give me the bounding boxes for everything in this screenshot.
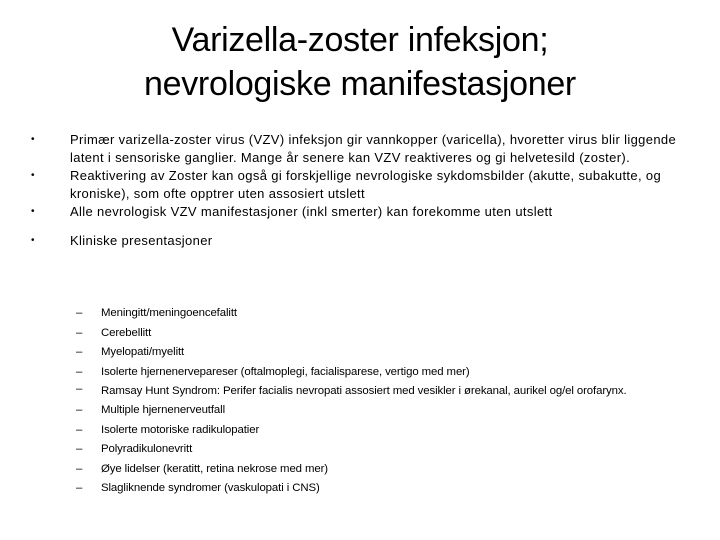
sub-item-text: Isolerte hjernenervepareser (oftalmoplegi, facialisparese, vertigo med mer) <box>101 365 470 378</box>
bullet-item <box>28 203 708 221</box>
sub-item <box>76 479 676 499</box>
sub-item <box>76 421 676 441</box>
sub-item-text: Cerebellitt <box>101 326 152 339</box>
bullet-icon: • <box>31 170 35 181</box>
sub-item-text: Multiple hjernenerveutfall <box>101 404 226 416</box>
sub-item <box>76 304 676 324</box>
sub-list <box>76 304 676 499</box>
sub-item <box>76 440 676 460</box>
bullet-icon: • <box>31 206 35 217</box>
sub-item <box>76 324 676 344</box>
sub-item-text: Øye lidelser (keratitt, retina nekrose med mer) <box>101 462 328 475</box>
bullet-item <box>28 131 708 167</box>
sub-item <box>76 401 676 421</box>
bullet-list <box>28 131 708 250</box>
bullet-icon: • <box>31 235 35 246</box>
bullet-text: Kliniske presentasjoner <box>70 233 213 248</box>
title-line-1: Varizella-zoster infeksjon; <box>171 21 549 59</box>
bullet-text: Alle nevrologisk VZV manifestasjoner (inkl smerter) kan forekomme uten utslett <box>70 204 553 219</box>
dash-icon: – <box>76 482 83 494</box>
dash-icon: – <box>76 326 83 339</box>
title-line-2: nevrologiske manifestasjoner <box>144 65 576 103</box>
dash-icon: – <box>76 443 83 455</box>
slide-title <box>60 18 660 106</box>
sub-item <box>76 460 676 480</box>
dash-icon: – <box>76 462 83 475</box>
bullet-item <box>28 232 708 250</box>
bullet-text: Primær varizella-zoster virus (VZV) infeksjon gir vannkopper (varicella), hvoretter virus blir liggende latent i sensoriske ganglier. Mange år senere kan VZV reaktiveres og gi helvetesild (zoster). <box>70 132 677 165</box>
sub-item-text: Myelopati/myelitt <box>101 346 185 358</box>
sub-item-text: Slagliknende syndromer (vaskulopati i CNS) <box>101 482 320 494</box>
sub-item <box>76 363 676 383</box>
bullet-item <box>28 167 708 203</box>
dash-icon: – <box>76 423 83 436</box>
dash-icon: – <box>76 307 83 319</box>
dash-icon: – <box>76 404 83 416</box>
sub-item-text: Isolerte motoriske radikulopatier <box>101 423 260 436</box>
sub-item-text: Ramsay Hunt Syndrom: Perifer facialis nevropati assosiert med vesikler i ørekanal, aurikel og/el orofarynx. <box>101 385 627 397</box>
dash-icon: – <box>76 365 83 378</box>
sub-item <box>76 382 676 401</box>
dash-icon: – <box>76 383 83 395</box>
sub-item-text: Polyradikulonevritt <box>101 443 193 455</box>
bullet-text: Reaktivering av Zoster kan også gi forskjellige nevrologiske sykdomsbilder (akutte, subakutte, og kroniske), som ofte opptrer uten assosiert utslett <box>70 168 662 201</box>
sub-item-text: Meningitt/meningoencefalitt <box>101 307 237 319</box>
sub-item <box>76 343 676 363</box>
bullet-icon: • <box>31 134 35 145</box>
dash-icon: – <box>76 346 83 358</box>
